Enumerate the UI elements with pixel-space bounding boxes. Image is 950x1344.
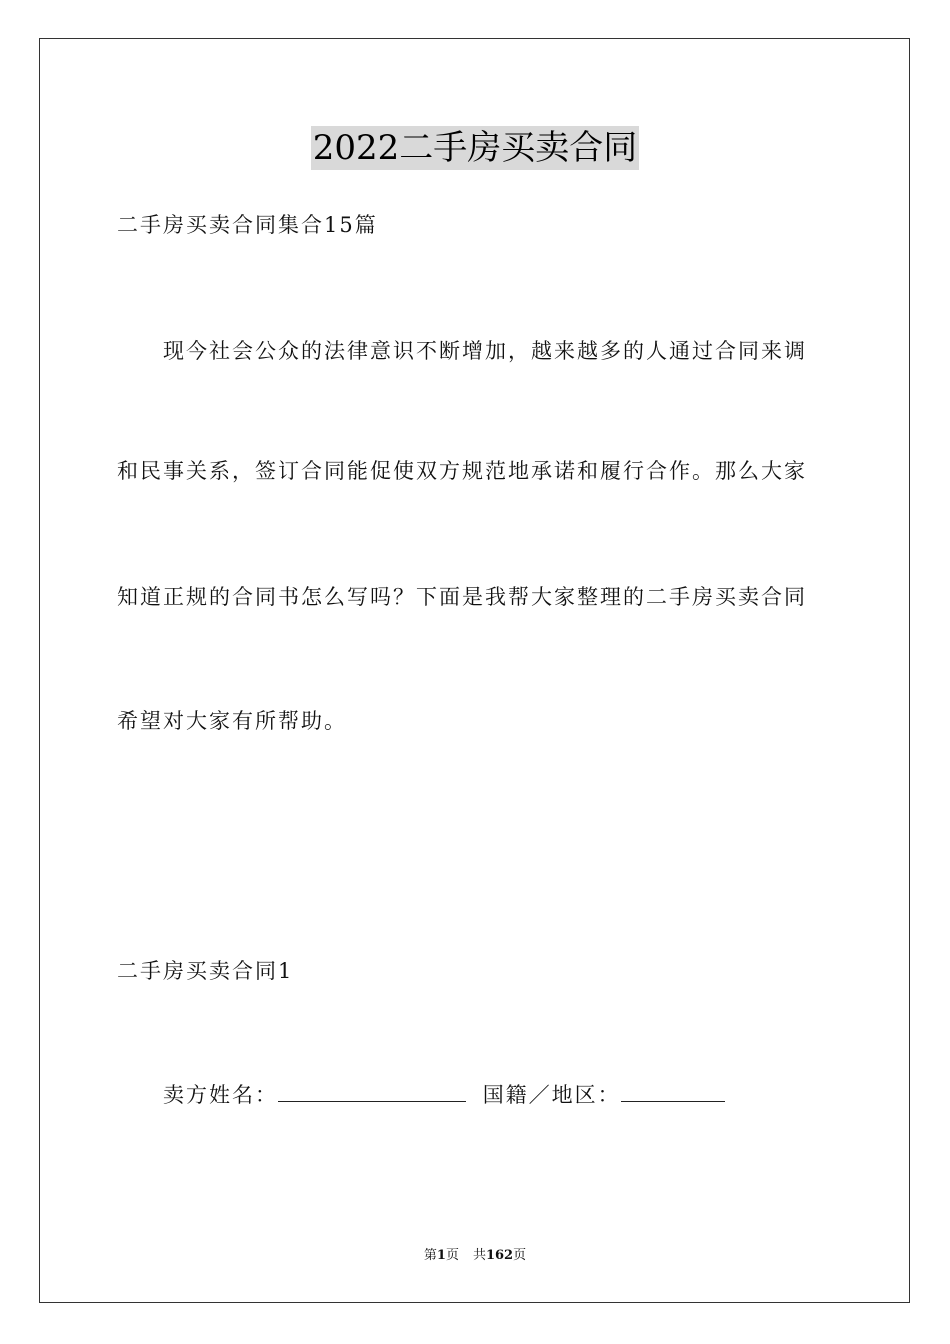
document-title: 2022二手房买卖合同 — [312, 128, 638, 168]
footer-page-suffix: 页 — [445, 1248, 459, 1263]
nationality-label: 国籍／地区： — [482, 1083, 621, 1107]
seller-name-label: 卖方姓名： — [163, 1083, 278, 1107]
nationality-blank — [621, 1083, 725, 1102]
seller-info-line — [163, 1081, 725, 1109]
title-container — [0, 126, 950, 170]
intro-line-1: 现今社会公众的法律意识不断增加，越来越多的人通过合同来调 — [163, 339, 807, 363]
footer-total-pages: 162 — [485, 1248, 514, 1263]
footer-total-prefix: 共 — [472, 1248, 486, 1263]
document-subtitle: 二手房买卖合同集合15篇 — [117, 213, 378, 237]
footer-page-prefix: 第 — [423, 1248, 437, 1263]
footer-total-suffix: 页 — [513, 1248, 527, 1263]
page-footer — [0, 1247, 950, 1265]
intro-line-4: 希望对大家有所帮助。 — [117, 709, 347, 733]
footer-page-number: 1 — [436, 1248, 446, 1263]
intro-line-2: 和民事关系，签订合同能促使双方规范地承诺和履行合作。那么大家 — [117, 459, 807, 483]
intro-line-3: 知道正规的合同书怎么写吗？下面是我帮大家整理的二手房买卖合同 — [117, 585, 807, 609]
seller-name-blank — [278, 1083, 466, 1102]
section-heading: 二手房买卖合同1 — [117, 959, 294, 983]
